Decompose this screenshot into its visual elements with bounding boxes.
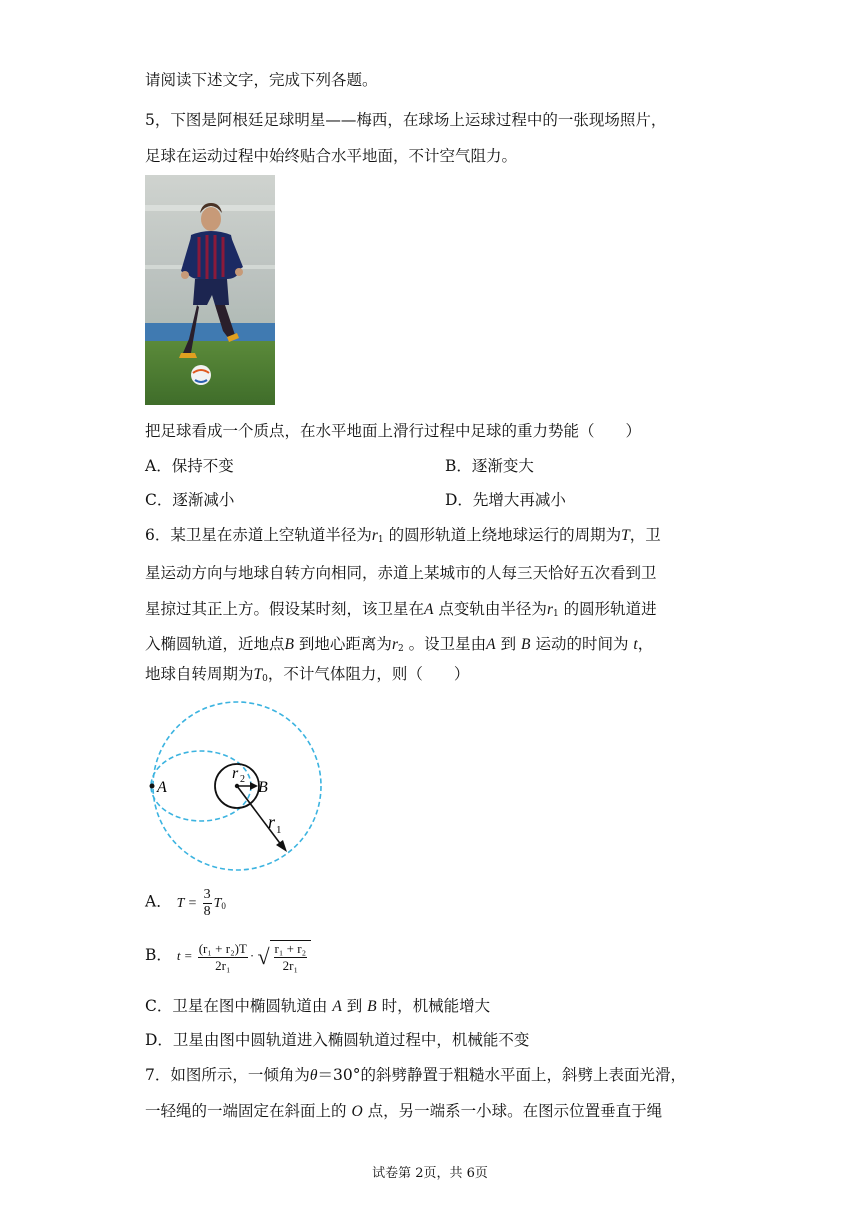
q5-option-d[interactable]: D．先增大再减小 xyxy=(445,491,566,509)
fig-label-r2: r xyxy=(232,765,239,782)
q5-option-b[interactable]: B．逐渐变大 xyxy=(445,457,534,475)
q6-option-d[interactable]: D．卫星由图中圆轨道进入椭圆轨道过程中，机械能不变 xyxy=(145,1031,530,1049)
q7-line-2: 一轻绳的一端固定在斜面上的 O 点，另一端系一小球。在图示位置垂直于绳 xyxy=(145,1102,663,1120)
page-footer: 试卷第 2页，共 6页 xyxy=(372,1166,488,1181)
q5-line-1: 5，下图是阿根廷足球明星——梅西，在球场上运球过程中的一张现场照片， xyxy=(145,111,667,129)
orbit-diagram xyxy=(145,700,325,875)
q6-line-1: 6．某卫星在赤道上空轨道半径为$r_1$ 的圆形轨道上绕地球运行的周期为T，卫 xyxy=(145,526,661,545)
fig-label-r2-sub: 2 xyxy=(240,774,245,785)
fig-label-b: B xyxy=(258,779,268,796)
q6-line-4: 入椭圆轨道，近地点B 到地心距离为$r_2$ 。设卫星由A 到 B 运动的时间为 t， xyxy=(145,635,654,654)
messi-photo xyxy=(145,175,275,405)
q6-option-a[interactable]: A． T = $\frac{3}{8}$ $T_0$ xyxy=(145,887,226,919)
fig-label-r1-sub: 1 xyxy=(276,824,282,836)
fig-label-r1: r xyxy=(268,812,276,832)
q5-stem: 把足球看成一个质点，在水平地面上滑行过程中足球的重力势能（ ） xyxy=(145,422,642,440)
point-a-dot xyxy=(150,784,155,789)
q5-option-c[interactable]: C．逐渐减小 xyxy=(145,491,235,509)
q6-option-b[interactable]: B． t = $\frac{\text{(r₁ + r₂)T}}{\text{2r₁}}$ · √ $\frac{\text{r₁ + r₂}}{\text{2r₁}}$ xyxy=(145,940,311,974)
fig-label-a: A xyxy=(157,779,167,796)
q7-line-1: 7．如图所示，一倾角为θ＝30°的斜劈静置于粗糙水平面上，斜劈上表面光滑， xyxy=(145,1066,686,1084)
q6-line-5: 地球自转周期为$T_0$，不计气体阻力，则（ ） xyxy=(145,665,470,684)
q6-line-2: 星运动方向与地球自转方向相同，赤道上某城市的人每三天恰好五次看到卫 xyxy=(145,564,657,582)
q6-line-3: 星掠过其正上方。假设某时刻，该卫星在A 点变轨由半径为$r_1$ 的圆形轨道进 xyxy=(145,600,657,619)
q5-line-2: 足球在运动过程中始终贴合水平地面，不计空气阻力。 xyxy=(145,147,518,165)
intro-text: 请阅读下述文字，完成下列各题。 xyxy=(145,71,378,89)
q5-option-a[interactable]: A．保持不变 xyxy=(145,457,234,475)
q6-option-c[interactable]: C．卫星在图中椭圆轨道由 A 到 B 时，机械能增大 xyxy=(145,997,491,1015)
